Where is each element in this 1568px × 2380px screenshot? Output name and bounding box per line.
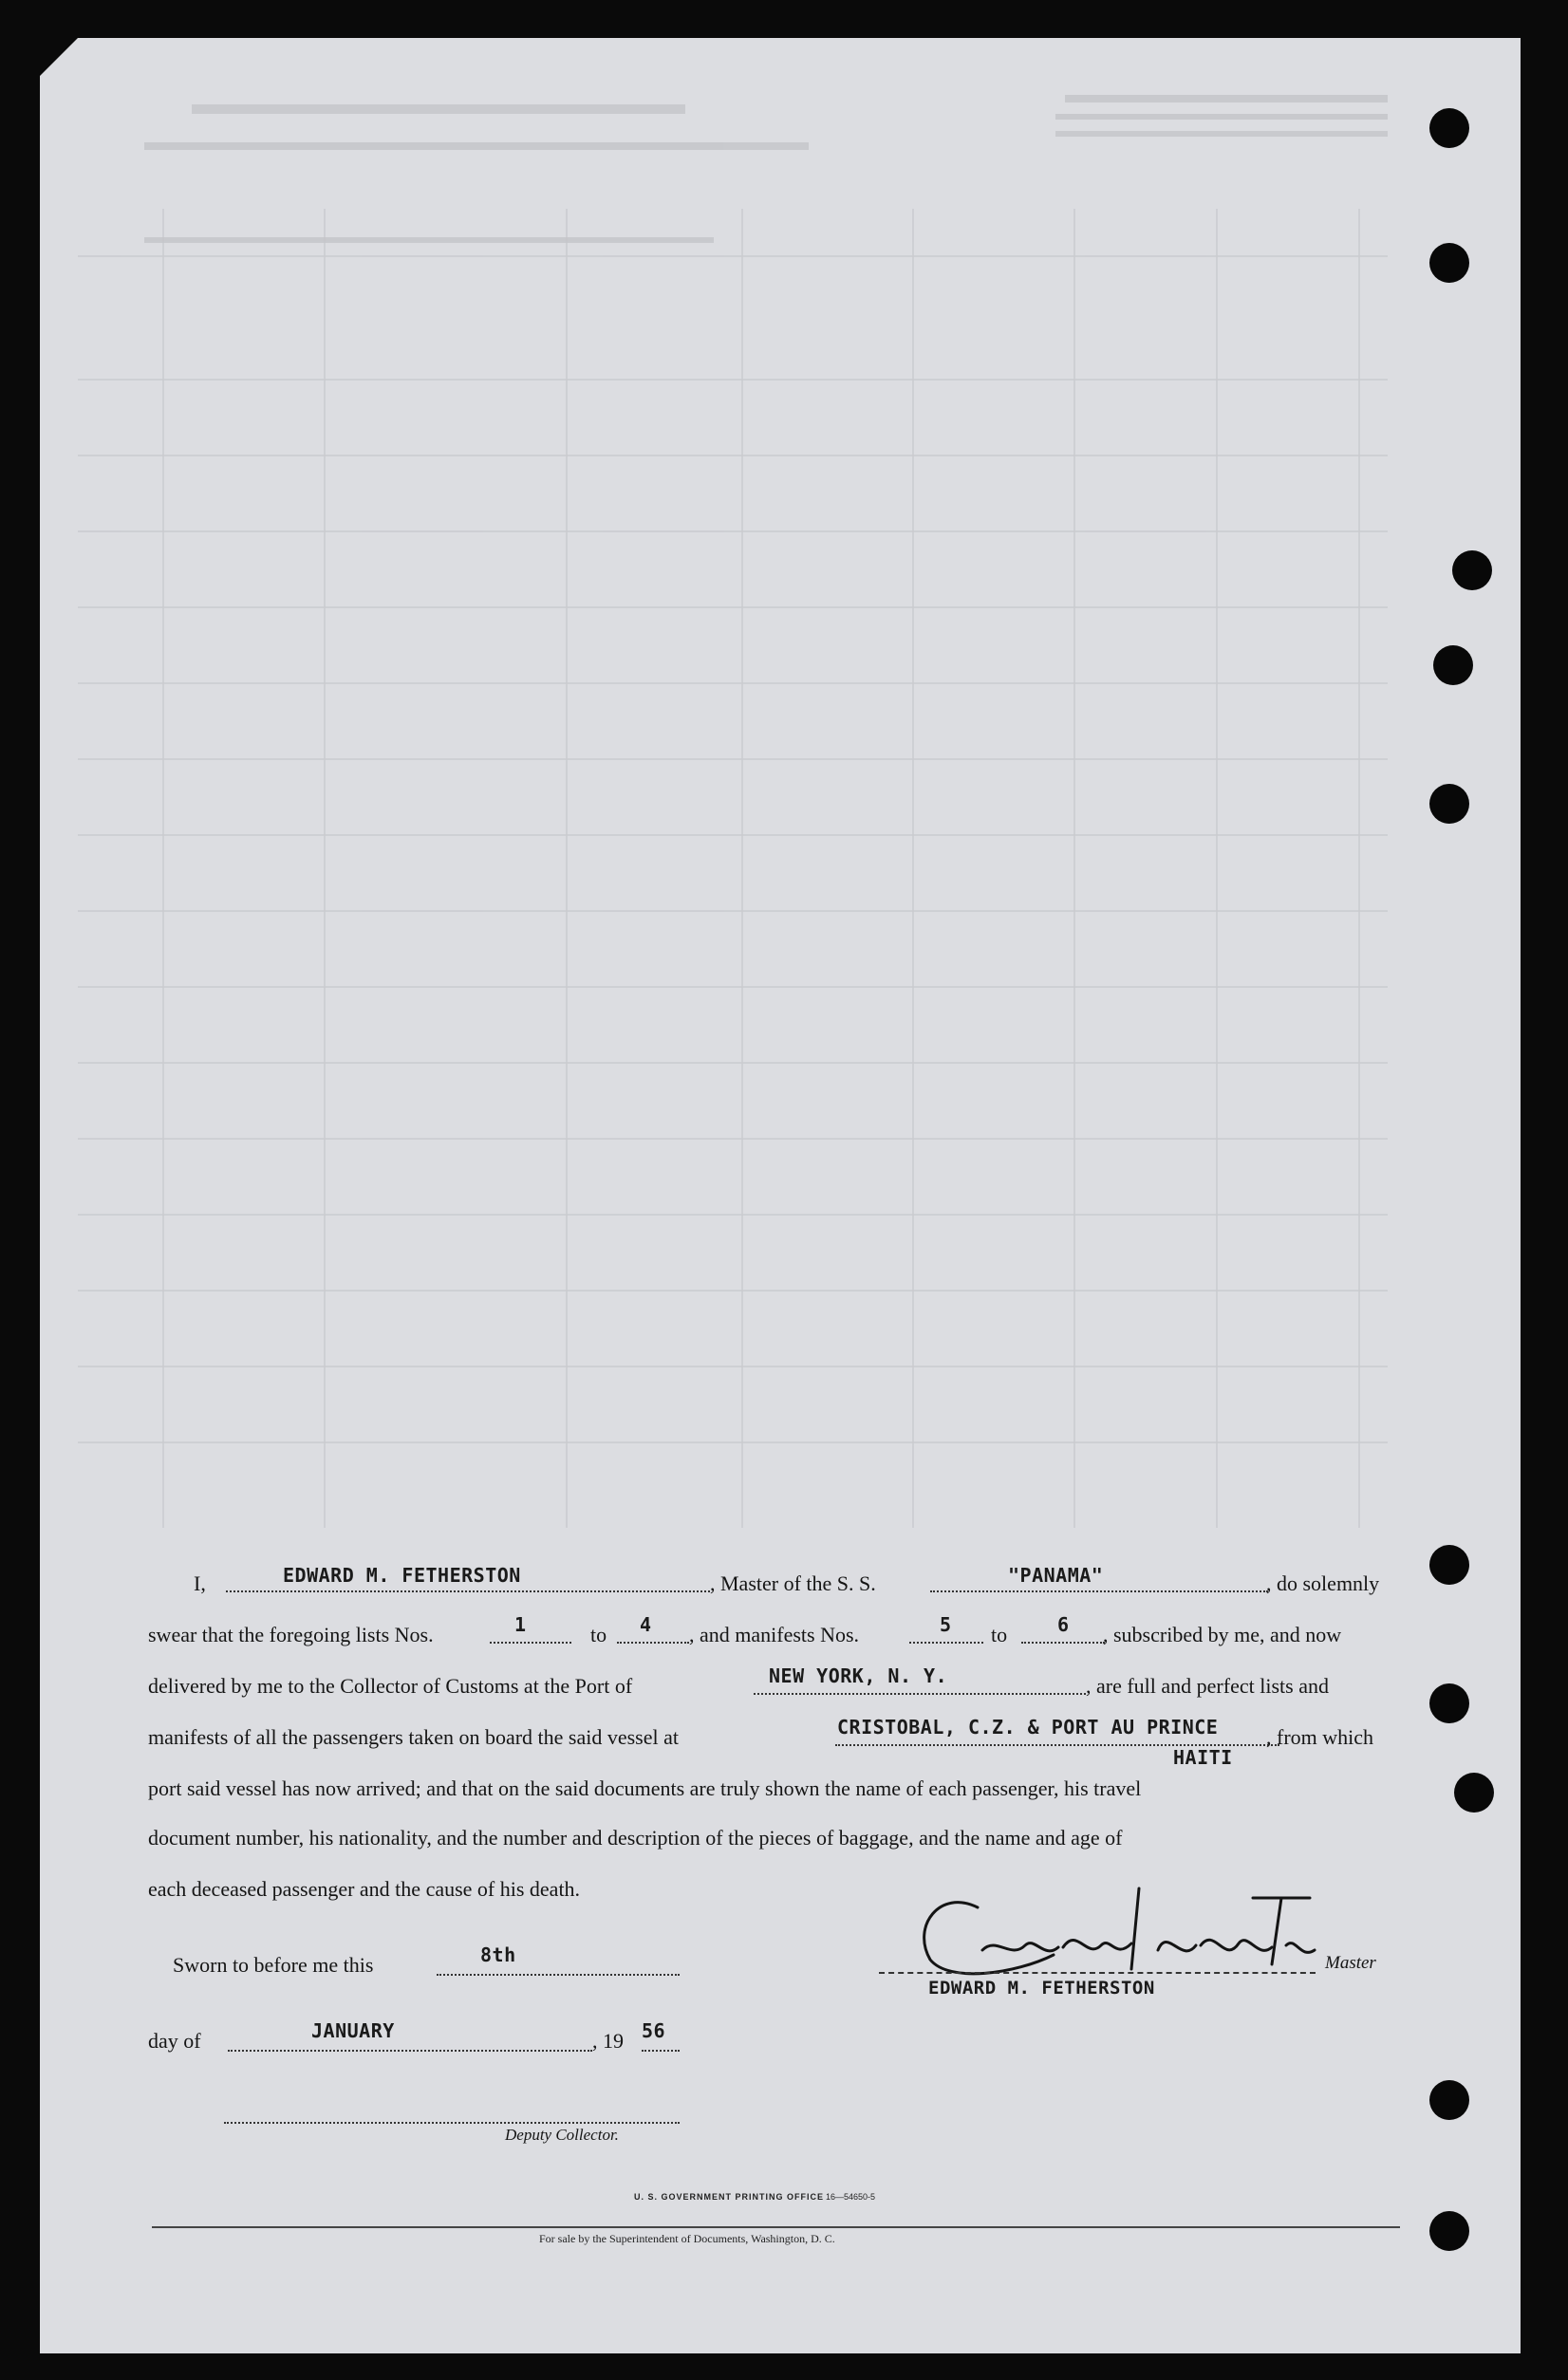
- oath-delivered: delivered by me to the Collector of Customs at the Port of: [148, 1674, 633, 1698]
- month-line: [228, 2050, 592, 2052]
- punch-hole: [1429, 1683, 1469, 1723]
- handwritten-signature: [911, 1869, 1348, 1993]
- oath-do-solemnly: , do solemnly: [1266, 1571, 1380, 1595]
- printing-office-label: U. S. GOVERNMENT PRINTING OFFICE: [634, 2192, 825, 2202]
- oath-to-1: to: [590, 1623, 607, 1646]
- port-of-arrival-value: NEW YORK, N. Y.: [769, 1664, 948, 1687]
- list-to-line: [617, 1642, 689, 1644]
- punch-hole: [1452, 550, 1492, 590]
- year-value: 56: [642, 2019, 666, 2042]
- master-name-value: EDWARD M. FETHERSTON: [283, 1564, 521, 1587]
- deputy-collector-line: [224, 2122, 680, 2124]
- master-name-line: [226, 1590, 710, 1592]
- punch-hole: [1429, 1545, 1469, 1585]
- jurat-day-of: day of: [148, 2029, 201, 2053]
- sworn-day-line: [437, 1974, 680, 1976]
- oath-each-deceased: each deceased passenger and the cause of his death.: [148, 1877, 581, 1901]
- master-label: Master: [1325, 1953, 1376, 1973]
- sworn-day-value: 8th: [480, 1943, 516, 1966]
- oath-from-which: , from which: [1266, 1725, 1374, 1749]
- jurat-sworn-prefix: Sworn to before me this: [173, 1953, 374, 1977]
- for-sale-notice: For sale by the Superintendent of Documents, Washington, D. C.: [539, 2232, 835, 2245]
- footer-divider: [152, 2226, 1400, 2228]
- faded-form-grid: [40, 38, 1521, 2353]
- punch-hole: [1429, 2080, 1469, 2120]
- ship-name-line: [930, 1590, 1268, 1592]
- punch-hole: [1454, 1773, 1494, 1813]
- port-of-departure-value: CRISTOBAL, C.Z. & PORT AU PRINCE: [837, 1716, 1219, 1739]
- oath-port-arrived: port said vessel has now arrived; and that on the said documents are truly shown the name of each passenger, his travel: [148, 1776, 1142, 1800]
- oath-subscribed: , subscribed by me, and now: [1103, 1623, 1342, 1646]
- punch-hole: [1429, 108, 1469, 148]
- master-typed-name: EDWARD M. FETHERSTON: [928, 1978, 1155, 1999]
- manifest-to-value: 6: [1057, 1613, 1070, 1636]
- form-number: 16—54650-5: [826, 2192, 876, 2202]
- list-to-value: 4: [640, 1613, 652, 1636]
- oath-full-and-perfect: , are full and perfect lists and: [1086, 1674, 1329, 1698]
- port-of-departure-line2-value: HAITI: [1173, 1746, 1233, 1769]
- punch-hole: [1433, 645, 1473, 685]
- oath-swear-lists: swear that the foregoing lists Nos.: [148, 1623, 434, 1646]
- list-from-line: [490, 1642, 571, 1644]
- manifest-page: [40, 38, 1521, 2353]
- jurat-year-prefix: , 19: [592, 2029, 624, 2053]
- oath-and-manifests: , and manifests Nos.: [689, 1623, 860, 1646]
- oath-manifests-all: manifests of all the passengers taken on board the said vessel at: [148, 1725, 680, 1749]
- manifest-to-line: [1021, 1642, 1105, 1644]
- deputy-collector-label: Deputy Collector.: [505, 2126, 619, 2144]
- list-from-value: 1: [514, 1613, 527, 1636]
- master-signature-line: [879, 1972, 1316, 1974]
- manifest-from-value: 5: [940, 1613, 952, 1636]
- year-line: [642, 2050, 680, 2052]
- oath-to-2: to: [991, 1623, 1008, 1646]
- oath-document-number: document number, his nationality, and the number and description of the pieces of baggage, and the name and age of: [148, 1826, 1123, 1850]
- folded-corner: [40, 38, 78, 76]
- punch-hole: [1429, 784, 1469, 824]
- oath-master-of-ss: , Master of the S. S.: [710, 1571, 876, 1595]
- punch-hole: [1429, 243, 1469, 283]
- oath-i-prefix: I,: [194, 1571, 206, 1595]
- punch-hole: [1429, 2211, 1469, 2251]
- ship-name-value: "PANAMA": [1008, 1564, 1104, 1587]
- month-value: JANUARY: [311, 2019, 395, 2042]
- port-of-arrival-line: [754, 1693, 1086, 1695]
- manifest-from-line: [909, 1642, 983, 1644]
